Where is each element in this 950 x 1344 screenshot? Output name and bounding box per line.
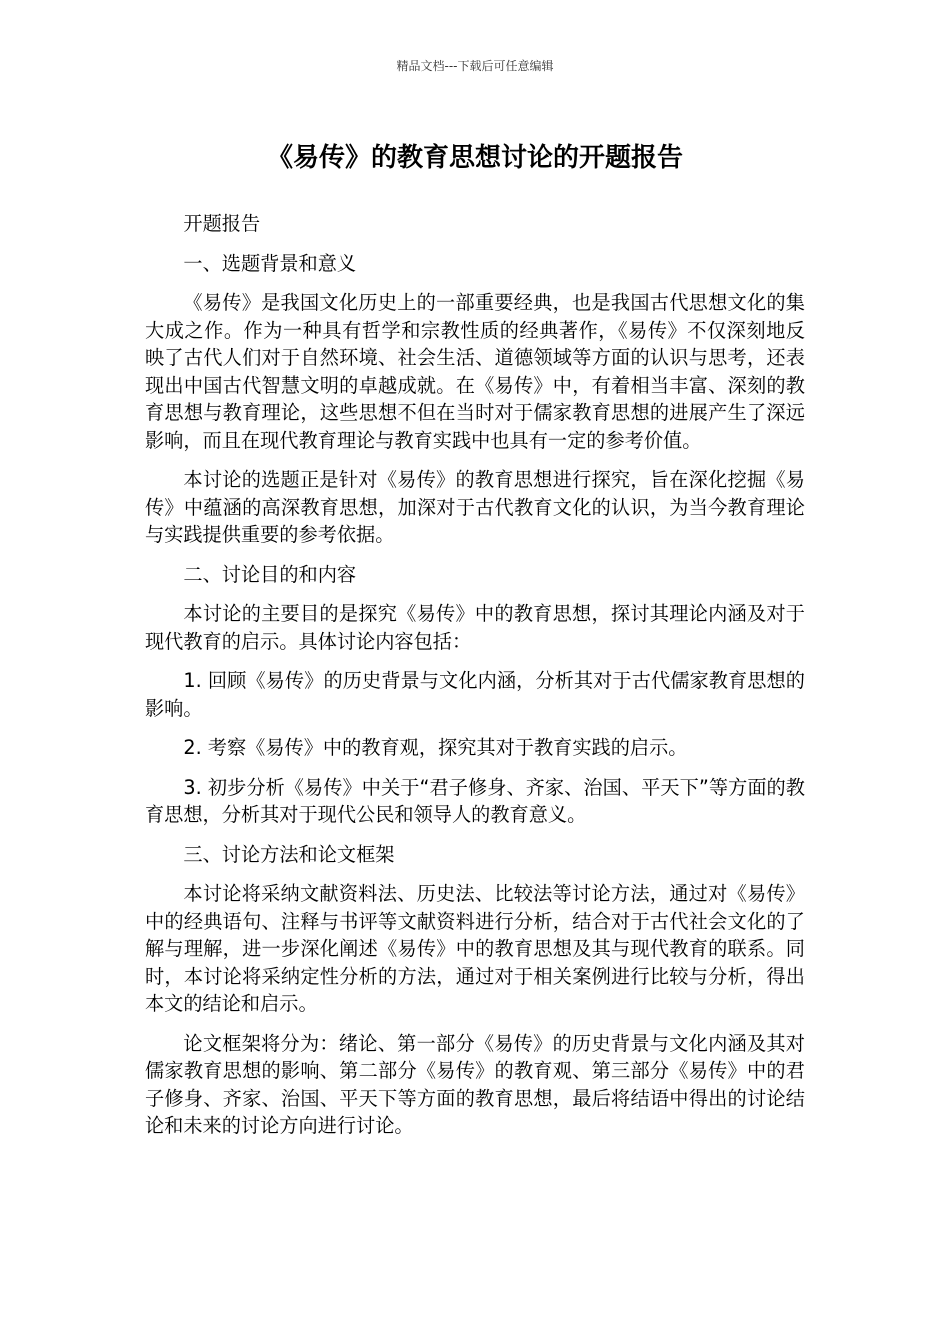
- header-note: 精品文档---下载后可任意编辑: [396, 59, 554, 73]
- document-body: [145, 210, 805, 1152]
- paragraph-background-2: 本讨论的选题正是针对《易传》的教育思想进行探究，旨在深化挖掘《易传》中蕴涵的高深教育思想，加深对于古代教育文化的认识，为当今教育理论与实践提供重要的参考依据。: [145, 468, 805, 546]
- list-item-1: 1. 回顾《易传》的历史背景与文化内涵，分析其对于古代儒家教育思想的影响。: [145, 669, 805, 720]
- report-label: 开题报告: [183, 212, 261, 235]
- list-item-2: 2. 考察《易传》中的教育观，探究其对于教育实践的启示。: [183, 736, 688, 759]
- paragraph-purpose: 本讨论的主要目的是探究《易传》中的教育思想，探讨其理论内涵及对于现代教育的启示。具体讨论内容包括：: [145, 602, 805, 653]
- paragraph-method: 本讨论将采纳文献资料法、历史法、比较法等讨论方法，通过对《易传》中的经典语句、注释与书评等文献资料进行分析，结合对于古代社会文化的了解与理解，进一步深化阐述《易传》中的教育思想及其与现代教育的联系。同时，本讨论将采纳定性分析的方法，通过对于相关案例进行比较与分析，得出本文的结论和启示。: [145, 882, 805, 1015]
- section-heading-purpose: 二、讨论目的和内容: [183, 562, 357, 586]
- paragraph-background-1: 《易传》是我国文化历史上的一部重要经典，也是我国古代思想文化的集大成之作。作为一种具有哲学和宗教性质的经典著作，《易传》不仅深刻地反映了古代人们对于自然环境、社会生活、道德领域等方面的认识与思考，还表现出中国古代智慧文明的卓越成就。在《易传》中，有着相当丰富、深刻的教育思想与教育理论，这些思想不但在当时对于儒家教育思想的进展产生了深远影响，而且在现代教育理论与教育实践中也具有一定的参考价值。: [145, 291, 805, 452]
- section-heading-background: 一、选题背景和意义: [183, 251, 357, 275]
- document-title: 《易传》的教育思想讨论的开题报告: [266, 143, 683, 173]
- section-heading-method: 三、讨论方法和论文框架: [183, 842, 395, 866]
- paragraph-framework: 论文框架将分为：绪论、第一部分《易传》的历史背景与文化内涵及其对儒家教育思想的影响、第二部分《易传》的教育观、第三部分《易传》中的君子修身、齐家、治国、平天下等方面的教育思想，最后将结语中得出的讨论结论和未来的讨论方向进行讨论。: [145, 1031, 805, 1137]
- list-item-3: 3. 初步分析《易传》中关于“君子修身、齐家、治国、平天下”等方面的教育思想，分析其对于现代公民和领导人的教育意义。: [145, 775, 805, 826]
